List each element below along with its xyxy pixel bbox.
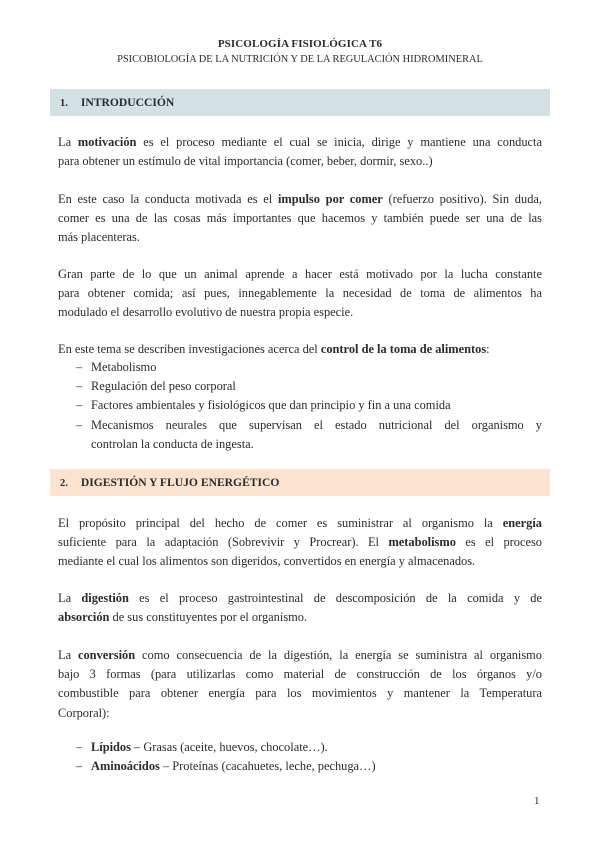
text-line: para obtener comida; así pues, innegablemente la necesidad de toma de alimentos ha xyxy=(58,286,542,301)
text-line xyxy=(58,514,542,533)
text-run: es el proceso mediante el cual se inicia, dirige y mantiene una conducta xyxy=(136,135,543,149)
document-title: PSICOLOGÍA FISIOLÓGICA T6 xyxy=(217,38,383,50)
text-line: combustible para obtener energía para los movimientos y mantener la Temperatura xyxy=(58,686,542,701)
text-run: es el proceso gastrointestinal de descomposición de la comida y de xyxy=(128,591,542,605)
section-title: INTRODUCCIÓN xyxy=(80,96,175,109)
text-line: Gran parte de lo que un animal aprende a hacer está motivado por la lucha constante xyxy=(58,267,542,281)
paragraph xyxy=(58,265,542,323)
dash-bullet: – xyxy=(76,398,83,413)
document-subtitle: PSICOBIOLOGÍA DE LA NUTRICIÓN Y DE LA REGULACIÓN HIDROMINERAL xyxy=(117,54,483,65)
list-item xyxy=(58,738,542,757)
list-item-text: – Grasas (aceite, huevos, chocolate…). xyxy=(130,740,328,754)
list-item-text: Mecanismos neurales que supervisan el estado nutricional del organismo y xyxy=(91,417,542,432)
text-run: suficiente para la adaptación (Sobrevivir y Procrear). El xyxy=(58,535,389,550)
section-number: 1. xyxy=(60,98,68,109)
text-line: mediante el cual los alimentos son digeridos, convertidos en energía y almacenados. xyxy=(58,554,476,569)
bold-term: digestión xyxy=(81,591,129,605)
paragraph xyxy=(58,589,542,627)
dash-bullet: – xyxy=(76,759,83,774)
page-number: 1 xyxy=(534,795,540,807)
bold-term: conversión xyxy=(77,648,136,662)
section-heading-introduccion xyxy=(50,89,550,116)
text-line xyxy=(58,190,542,209)
dash-bullet: – xyxy=(76,360,83,374)
text-run: : xyxy=(486,342,490,356)
text-line xyxy=(58,340,542,359)
dash-bullet: – xyxy=(76,740,83,754)
paragraph xyxy=(58,190,542,248)
section-number: 2. xyxy=(60,478,68,489)
text-run: es el proceso xyxy=(455,535,543,550)
text-run: El propósito principal del hecho de comer es suministrar al organismo la xyxy=(58,516,503,530)
list-item xyxy=(58,377,542,396)
text-line xyxy=(58,646,542,665)
text-line: comer es una de las cosas más importantes que hacemos y también puede ser una de las xyxy=(58,211,542,226)
bold-term: control de la toma de alimentos xyxy=(320,342,487,356)
text-run: La xyxy=(58,135,78,149)
bold-term: metabolismo xyxy=(388,535,456,550)
bold-term: energía xyxy=(502,516,542,530)
dash-bullet: – xyxy=(76,379,83,394)
list-item xyxy=(58,757,542,776)
list-item-text: controlan la conducta de ingesta. xyxy=(91,436,254,451)
bold-term: absorción xyxy=(58,610,110,625)
text-line xyxy=(58,133,542,152)
list-item-text: – Proteínas (cacahuetes, leche, pechuga…) xyxy=(159,759,376,774)
text-run: En este caso la conducta motivada es el xyxy=(58,192,278,206)
section-title: DIGESTIÓN Y FLUJO ENERGÉTICO xyxy=(80,476,280,489)
list-item-text: Factores ambientales y fisiológicos que dan principio y fin a una comida xyxy=(91,398,451,413)
bold-term: motivación xyxy=(77,135,137,149)
list-item-text: Regulación del peso corporal xyxy=(91,379,236,394)
list-item xyxy=(58,358,542,377)
text-line xyxy=(58,608,542,627)
text-run: La xyxy=(58,648,78,662)
text-line xyxy=(58,533,542,552)
dash-bullet: – xyxy=(76,417,83,432)
bold-term: Aminoácidos xyxy=(91,759,160,774)
paragraph xyxy=(58,133,542,171)
paragraph xyxy=(58,646,542,723)
paragraph xyxy=(58,340,542,359)
text-line: Corporal): xyxy=(58,705,110,720)
list-item xyxy=(58,396,542,415)
paragraph xyxy=(58,514,542,572)
text-line xyxy=(58,589,542,608)
text-run: de sus constituyentes por el organismo. xyxy=(109,610,308,625)
text-line: más placenteras. xyxy=(58,230,140,245)
list-item-text: Metabolismo xyxy=(91,360,157,374)
text-run: La xyxy=(58,591,82,605)
topic-list xyxy=(58,358,542,454)
list-item xyxy=(58,416,542,454)
text-line: para obtener un estímulo de vital importancia (comer, beber, dormir, sexo..) xyxy=(58,154,433,169)
bold-term: Lípidos xyxy=(91,740,131,754)
energy-forms-list xyxy=(58,738,542,776)
text-run: En este tema se describen investigaciones acerca del xyxy=(58,342,321,356)
text-run: (refuerzo positivo). Sin duda, xyxy=(382,192,542,206)
text-line: modulado el desarrollo evolutivo de nuestra propia especie. xyxy=(58,305,354,320)
section-heading-digestion xyxy=(50,469,550,496)
text-run: como consecuencia de la digestión, la energía se suministra al organismo xyxy=(135,648,542,662)
text-line: bajo 3 formas (para utilizarlas como material de construcción de los órganos y/o xyxy=(58,667,542,682)
bold-term: impulso por comer xyxy=(277,192,383,206)
